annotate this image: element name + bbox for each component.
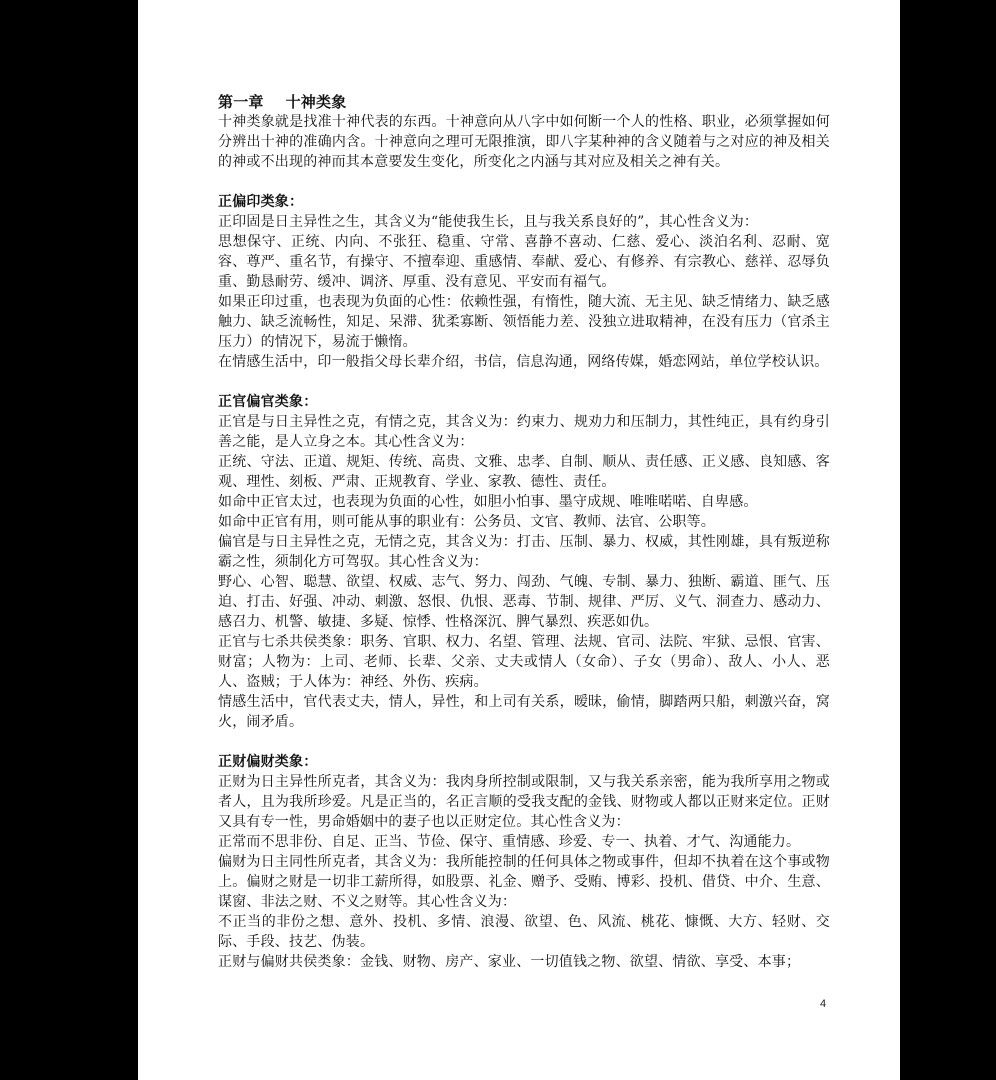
section-title-yin: 正偏印类象： — [218, 194, 304, 210]
paragraph: 如命中正官太过，也表现为负面的心性，如胆小怕事、墨守成规、唯唯喏喏、自卑感。 — [218, 494, 758, 510]
paragraph: 野心、心智、聪慧、欲望、权威、志气、努力、闯劲、气魄、专制、暴力、独断、霸道、匪气、压迫、打击、好强、冲动、刺激、怒恨、仇恨、恶毒、节制、规律、严厉、义气、洞查力、感动力、感召力、机警、敏捷、多疑、惊悸、性格深沉、脾气暴烈、疾恶如仇。 — [218, 574, 830, 630]
paragraph: 偏财为日主同性所克者，其含义为：我所能控制的任何具体之物或事件，但却不执着在这个事或物上。偏财之财是一切非工薪所得，如股票、礼金、赠予、受贿、博彩、投机、借贷、中介、生意、谋窗、非法之财、不义之财等。其心性含义为： — [218, 854, 830, 910]
page-content — [218, 92, 830, 972]
section-title-cai: 正财偏财类象： — [218, 754, 318, 770]
page-number: 4 — [820, 998, 827, 1010]
document-page — [138, 0, 900, 1080]
paragraph: 如果正印过重，也表现为负面的心性：依赖性强，有惰性，随大流、无主见、缺乏情绪力、缺乏感触力、缺乏流畅性，知足、呆滞、犹柔寡断、领悟能力差、没独立进取精神，在没有压力（官杀主压力）的情况下，易流于懒惰。 — [218, 294, 830, 350]
paragraph: 正印固是日主异性之生，其含义为“能使我生长，且与我关系良好的”，其心性含义为： — [218, 214, 759, 230]
paragraph: 正官是与日主异性之克，有情之克，其含义为：约束力、规劝力和压制力，其性纯正，具有约身引善之能，是人立身之本。其心性含义为： — [218, 414, 830, 450]
paragraph: 正统、守法、正道、规矩、传统、高贵、文雅、忠孝、自制、顺从、责任感、正义感、良知感、客观、理性、刻板、严肃、正规教育、学业、家教、德性、责任。 — [218, 454, 830, 490]
paragraph: 偏官是与日主异性之克，无情之克，其含义为：打击、压制、暴力、权威，其性刚雄，具有叛逆称霸之性，须制化方可驾驭。其心性含义为： — [218, 534, 830, 570]
chapter-heading — [218, 92, 830, 112]
paragraph: 如命中正官有用，则可能从事的职业有：公务员、文官、教师、法官、公职等。 — [218, 514, 715, 530]
paragraph: 不正当的非份之想、意外、投机、多情、浪漫、欲望、色、风流、桃花、慷慨、大方、轻财、交际、手段、技艺、伪装。 — [218, 914, 830, 950]
chapter-number: 第一章 — [218, 93, 264, 111]
intro-paragraph: 十神类象就是找准十神代表的东西。十神意向从八字中如何断一个人的性格、职业，必须掌握如何分辨出十神的准确内含。十神意向之理可无限推演，即八字某种神的含义随着与之对应的神及相关的神或不出现的神而其本意要发生变化，所变化之内涵与其对应及相关之神有关。 — [218, 114, 830, 170]
paragraph: 情感生活中，官代表丈夫，情人，异性，和上司有关系，暧昧，偷情，脚踏两只船，刺激兴奋，窝火，闹矛盾。 — [218, 694, 830, 730]
paragraph: 在情感生活中，印一般指父母长辈介绍，书信，信息沟通，网络传媒，婚恋网站，单位学校认识。 — [218, 354, 829, 370]
paragraph: 思想保守、正统、内向、不张狂、稳重、守常、喜静不喜动、仁慈、爱心、淡泊名利、忍耐、宽容、尊严、重名节，有操守、不擅奉迎、重感情、奉献、爱心、有修养、有宗教心、慈祥、忍辱负重、勤恳耐劳、缓冲、调济、厚重、没有意见、平安而有福气。 — [218, 234, 830, 290]
chapter-title: 十神类象 — [285, 93, 347, 111]
paragraph: 正财与偏财共侯类象：金钱、财物、房产、家业、一切值钱之物、欲望、情欲、享受、本事； — [218, 954, 801, 970]
section-title-guan: 正官偏官类象： — [218, 394, 318, 410]
paragraph: 正常而不思非份、自足、正当、节俭、保守、重情感、珍爱、专一、执着、才气、沟通能力。 — [218, 834, 801, 850]
paragraph: 正财为日主异性所克者，其含义为：我肉身所控制或限制，又与我关系亲密，能为我所享用之物或者人，且为我所珍爱。凡是正当的，名正言顺的受我支配的金钱、财物或人都以正财来定位。正财又具有专一性，男命婚姻中的妻子也以正财定位。其心性含义为： — [218, 774, 830, 830]
paragraph: 正官与七杀共侯类象：职务、官职、权力、名望、管理、法规、官司、法院、牢狱、忌恨、官害、财富；人物为：上司、老师、长辈、父亲、丈夫或情人（女命）、子女（男命）、敌人、小人、恶人、盗贼；于人体为：神经、外伤、疾病。 — [218, 634, 830, 690]
